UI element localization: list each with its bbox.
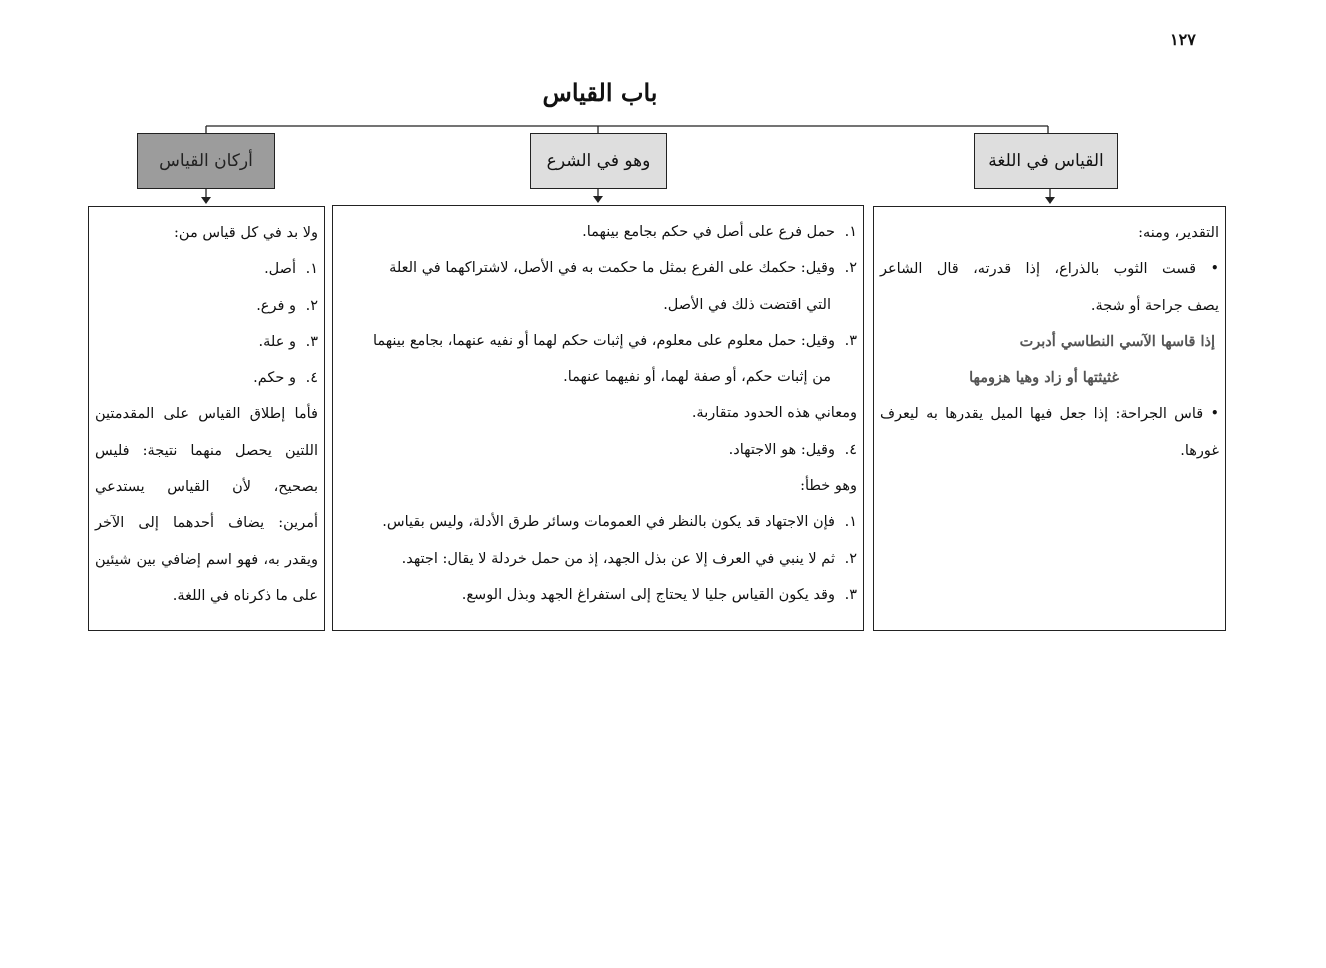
- shar-item-4-text: وقيل: هو الاجتهاد.: [728, 441, 835, 458]
- panel-lang: [873, 206, 1226, 631]
- shar-wrong-1: [339, 504, 857, 540]
- lang-bullet-1-line-1: • قست الثوب بالذراع، إذا قدرته، قال الشاعر: [880, 251, 1219, 287]
- ark-intro: ولا بد في كل قياس من:: [174, 225, 318, 241]
- shar-wrong-2-num: ٢.: [844, 550, 857, 567]
- shar-item-3-text: وقيل: حمل معلوم على معلوم، في إثبات حكم لهما أو نفيه عنهما، بجامع بينهما: [372, 332, 835, 349]
- shar-item-3-num: ٣.: [844, 332, 857, 349]
- ark-text-line-4: أمرين: يضاف أحدهما إلى الآخر: [95, 515, 318, 532]
- shar-item-1: [339, 214, 857, 250]
- shar-wrong-2-text: ثم لا ينبي في العرف إلا عن بذل الجهد، إذ من حمل خردلة لا يقال: اجتهد.: [401, 550, 835, 567]
- ark-item-2: [95, 288, 318, 324]
- shar-wrong-3: [339, 577, 857, 613]
- header-shar-label: وهو في الشرع: [546, 151, 651, 171]
- ark-item-1-text: أصل.: [264, 261, 296, 278]
- shar-wrong-2: [339, 541, 857, 577]
- ark-item-4-num: ٤.: [305, 370, 318, 387]
- header-shar: [530, 133, 667, 189]
- ark-item-4-text: و حكم.: [253, 370, 296, 387]
- lang-intro: التقدير، ومنه:: [1138, 225, 1219, 241]
- poem-line-1: إذا قاسها الآسي النطاسي أدبرت: [1019, 332, 1215, 350]
- shar-note: ومعاني هذه الحدود متقاربة.: [691, 405, 857, 422]
- header-lang-label: القياس في اللغة: [988, 151, 1104, 171]
- arrow-head-lang: [1045, 197, 1055, 204]
- ark-item-3: [95, 324, 318, 360]
- shar-wrong-1-text: فإن الاجتهاد قد يكون بالنظر في العمومات وسائر طرق الأدلة، وليس بقياس.: [382, 514, 835, 531]
- shar-item-4-num: ٤.: [844, 441, 857, 458]
- lang-bullet-2-line-2: غورها.: [1180, 442, 1219, 459]
- panel-ark: [88, 206, 325, 631]
- shar-item-2-text: وقيل: حكمك على الفرع بمثل ما حكمت به في الأصل، لاشتراكهما في العلة: [389, 260, 835, 277]
- poem-line-2: غثيثتها أو زاد وهيا هزومها: [969, 369, 1119, 387]
- shar-item-3: [339, 323, 857, 359]
- shar-item-1-num: ١.: [844, 224, 857, 240]
- ark-text-line-5: ويقدر به، فهو اسم إضافي بين شيئين: [95, 551, 318, 568]
- header-ark-label: أركان القياس: [159, 151, 253, 171]
- ark-text-line-6: على ما ذكرناه في اللغة.: [172, 587, 318, 604]
- shar-item-2-cont: التي اقتضت ذلك في الأصل.: [663, 296, 831, 313]
- shar-item-3-cont: من إثبات حكم، أو صفة لهما، أو نفيهما عنهما.: [563, 369, 831, 386]
- shar-item-4: [339, 432, 857, 468]
- arrow-head-shar: [593, 196, 603, 203]
- ark-item-4: [95, 360, 318, 396]
- shar-item-1-text: حمل فرع على أصل في حكم بجامع بينهما.: [582, 224, 835, 240]
- ark-item-3-num: ٣.: [305, 333, 318, 350]
- shar-wrong-3-text: وقد يكون القياس جليا لا يحتاج إلى استفراغ الجهد وبذل الوسع.: [461, 586, 835, 603]
- lang-bullet-2-line-1: • قاس الجراحة: إذا جعل فيها الميل يقدرها به ليعرف: [880, 396, 1219, 432]
- shar-item-2-num: ٢.: [844, 260, 857, 277]
- ark-item-3-text: و علة.: [258, 333, 296, 350]
- shar-wrong-1-num: ١.: [844, 514, 857, 531]
- ark-text-line-2: اللتين يحصل منهما نتيجة: فليس: [95, 442, 318, 459]
- ark-item-1: [95, 251, 318, 287]
- panel-shar: [332, 205, 864, 631]
- ark-item-2-num: ٢.: [305, 297, 318, 314]
- ark-item-2-text: و فرع.: [256, 297, 296, 314]
- ark-text-line-1: فأما إطلاق القياس على المقدمتين: [95, 406, 318, 423]
- page-title: باب القياس: [542, 78, 658, 107]
- arrow-head-ark: [201, 197, 211, 204]
- shar-item-2: [339, 250, 857, 286]
- header-lang: [974, 133, 1118, 189]
- lang-bullet-1-line-2: يصف جراحة أو شجة.: [1090, 297, 1219, 314]
- shar-wrong-3-num: ٣.: [844, 586, 857, 603]
- ark-text-line-3: بصحيح، لأن القياس يستدعي: [95, 479, 318, 496]
- header-ark: [137, 133, 275, 189]
- shar-wrong: وهو خطأ:: [800, 478, 857, 495]
- page-number: ١٢٧: [1170, 30, 1196, 49]
- ark-item-1-num: ١.: [305, 261, 318, 278]
